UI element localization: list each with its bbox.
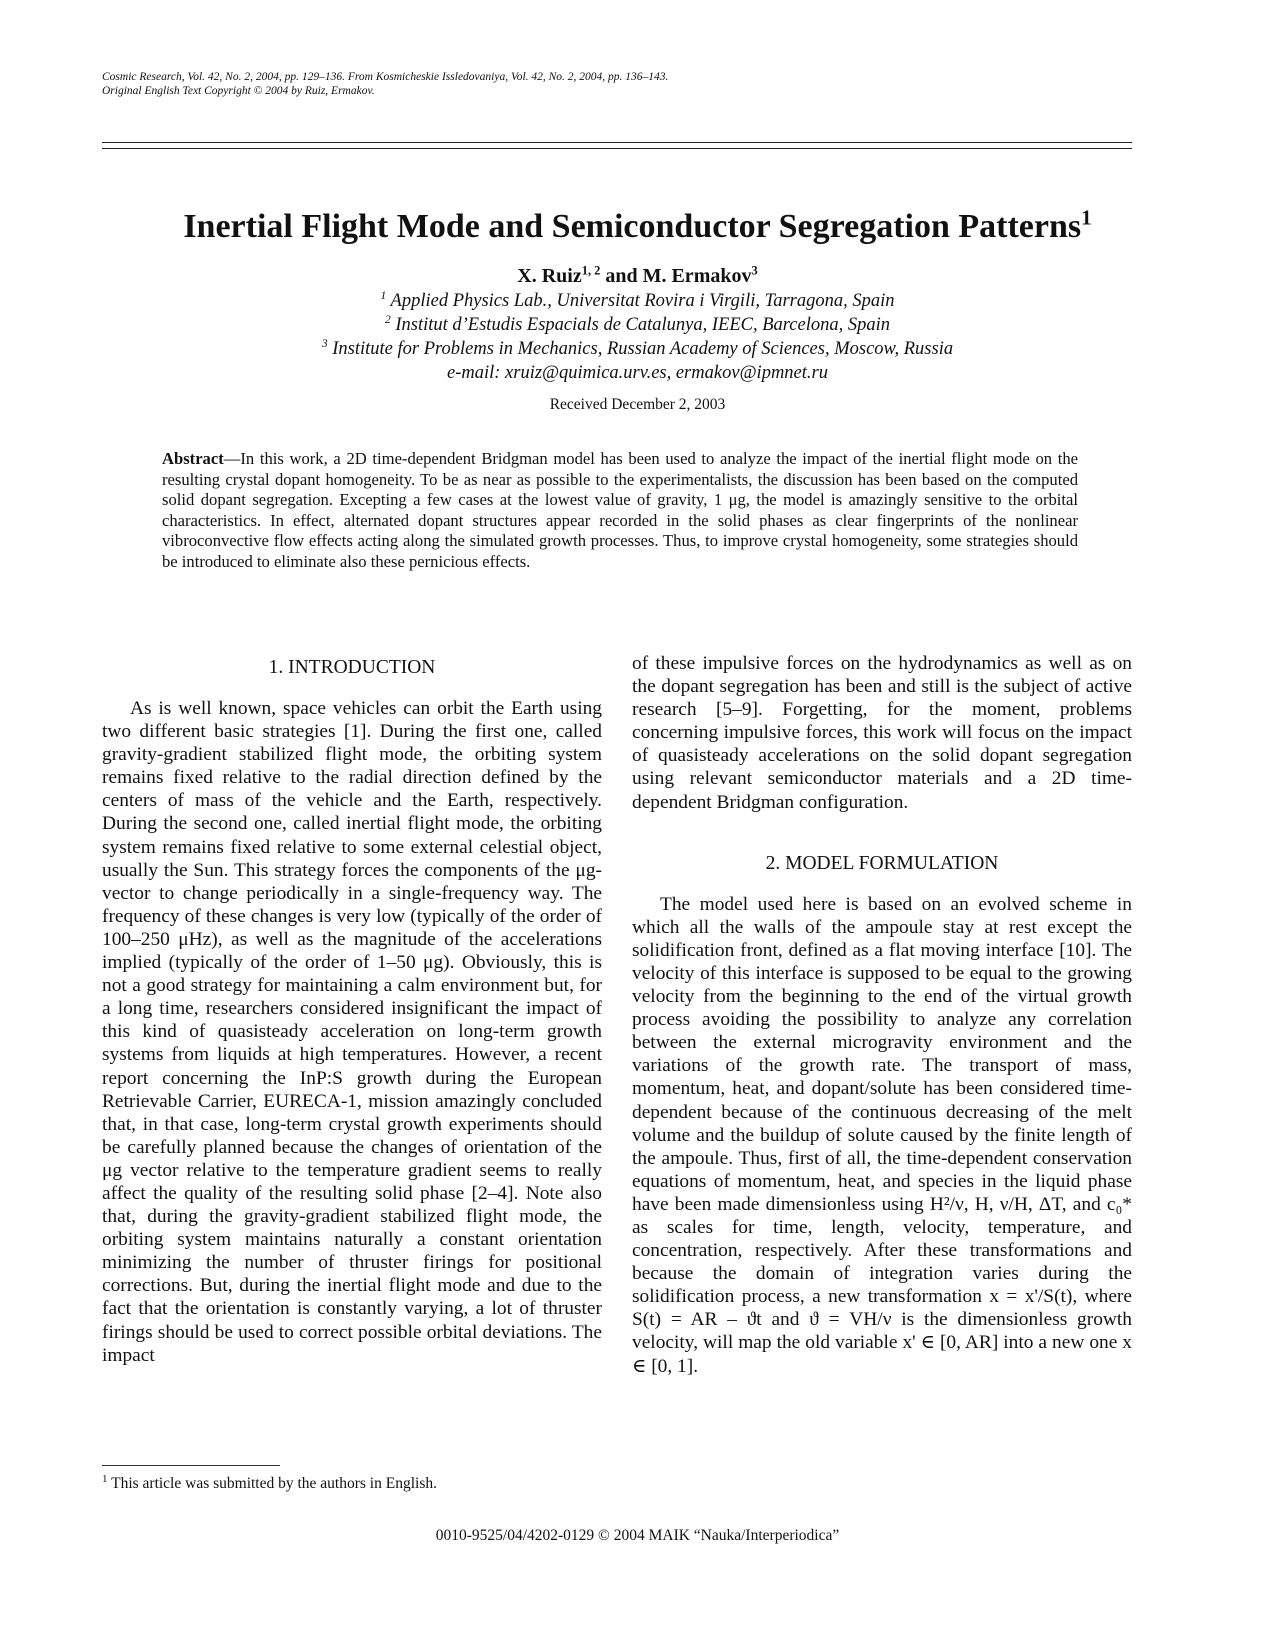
- author-line: [0, 264, 1275, 288]
- affiliation-1-mark: 1: [380, 289, 387, 302]
- affiliation-1: [0, 289, 1275, 313]
- section-heading-model-formulation: 2. MODEL FORMULATION: [765, 852, 999, 874]
- journal-citation-line: Cosmic Research, Vol. 42, No. 2, 2004, pp. 129–136. From Kosmicheskie Issledovaniya, Vol. 42, No. 2, 2004, pp. 136–143.: [102, 71, 669, 83]
- model-formulation-paragraph: The model used here is based on an evolved scheme in which all the walls of the ampoule stay at rest except the solidification front, defined as a flat moving interface [10]. The velocity of this interface is supposed to be equal to the growing velocity from the beginning to the end of the virtual growth process avoiding the possibility to analyze any correlation between the external microgravity environment and the variations of the growth rate. The transport of mass, momentum, heat, and dopant/solute has been considered time-dependent because of the continuous decreasing of the melt volume and the buildup of solute caused by the finite length of the ampoule. Thus, first of all, the time-dependent conservation equations of momentum, heat, and species in the liquid phase have been made dimensionless using H²/ν, H, ν/H, ΔT, and c₀* as scales for time, length, velocity, temperature, and concentration, respectively. After these transformations and because the domain of integration varies during the solidification process, a new transformation x = x'/S(t), where S(t) = AR – ϑt and ϑ = VH/ν is the dimensionless growth velocity, will map the old variable x' ∈ [0, AR] into a new one x ∈ [0, 1].: [632, 893, 1132, 1377]
- left-column: [102, 656, 602, 1367]
- author-ruiz-affil: 1, 2: [581, 263, 601, 278]
- introduction-paragraph-continued: of these impulsive forces on the hydrodynamics as well as on the dopant segregation has been and still is the subject of active research [5–9]. Forgetting, for the moment, problems concerning impulsive forces, this work will focus on the impact of quasisteady accelerations on the solid dopant segregation using relevant semiconductor materials and a 2D time-dependent Bridgman configuration.: [632, 653, 1132, 813]
- author-ruiz: X. Ruiz: [517, 265, 582, 287]
- author-ermakov: M. Ermakov: [642, 265, 752, 287]
- affiliation-3-mark: 3: [321, 337, 328, 350]
- affiliation-3: [0, 337, 1275, 361]
- header-rule-top: [102, 142, 1132, 143]
- title-footnote-mark: 1: [1081, 205, 1092, 230]
- footnote-rule: [102, 1465, 280, 1466]
- paper-title: [0, 207, 1275, 247]
- introduction-paragraph: As is well known, space vehicles can orbit the Earth using two different basic strategies [1]. During the first one, called gravity-gradient stabilized flight mode, the orbiting system remains fixed relative to the radial direction defined by the centers of mass of the vehicle and the Earth, respectively. During the second one, called inertial flight mode, the orbiting system remains fixed relative to some external celestial object, usually the Sun. This strategy forces the components of the μg-vector to change periodically in a single-frequency way. The frequency of these changes is very low (typically of the order of 100–250 μHz), as well as the magnitude of the accelerations implied (typically of the order of 1–50 μg). Obviously, this is not a good strategy for maintaining a calm environment but, for a long time, researchers considered insignificant the impact of this kind of quasisteady acceleration on long-term growth systems from liquids at high temperatures. However, a recent report concerning the InP:S growth during the European Retrievable Carrier, EURECA-1, mission amazingly concluded that, in that case, long-term crystal growth experiments should be carefully planned because the changes of orientation of the μg vector relative to the temperature gradient seems to really affect the quality of the resulting solid phase [2–4]. Note also that, during the gravity-gradient stabilized flight mode, the orbiting system maintains naturally a constant orientation minimizing the number of thruster firings for positional corrections. But, during the inertial flight mode and due to the fact that the orientation is constantly varying, a lot of thruster firings should be used to correct possible orbital deviations. The impact: [102, 698, 602, 1366]
- author-ermakov-affil: 3: [751, 263, 758, 278]
- affiliation-2-mark: 2: [384, 313, 391, 326]
- footnote: [102, 1474, 602, 1494]
- email-line: e-mail: xruiz@quimica.urv.es, ermakov@ipmnet.ru: [446, 363, 828, 383]
- section-heading-introduction: 1. INTRODUCTION: [268, 657, 436, 678]
- copyright-line: Original English Text Copyright © 2004 by Ruiz, Ermakov.: [102, 85, 375, 97]
- page-footer-issn: 0010-9525/04/4202-0129 © 2004 MAIK “Nauka/Interperiodica”: [435, 1527, 840, 1544]
- abstract: [162, 449, 1078, 572]
- affiliation-2: [0, 313, 1275, 337]
- footnote-mark: 1: [102, 1472, 108, 1485]
- header-rule-bottom: [102, 148, 1132, 149]
- paper-title-text: Inertial Flight Mode and Semiconductor Segregation Patterns: [183, 208, 1082, 245]
- received-date: Received December 2, 2003: [549, 396, 726, 413]
- affiliation-1-text: Applied Physics Lab., Universitat Rovira i Virgili, Tarragona, Spain: [386, 291, 895, 311]
- right-column: [632, 653, 1132, 1378]
- abstract-text: —In this work, a 2D time-dependent Bridgman model has been used to analyze the impact of the inertial flight mode on the resulting crystal dopant homogeneity. To be as near as possible to the experimentalists, the discussion has been based on the computed solid dopant segregation. Excepting a few cases at the lowest value of gravity, 1 μg, the model is amazingly sensitive to the orbital characteristics. In effect, alternated dopant structures appear recorded in the solid phases as clear fingerprints of the nonlinear vibroconvective flow effects acting along the simulated growth processes. Thus, to improve crystal homogeneity, some strategies should be introduced to eliminate also these pernicious effects.: [162, 449, 1078, 571]
- footnote-text: This article was submitted by the authors in English.: [107, 1475, 437, 1492]
- affiliation-2-text: Institut d’Estudis Espacials de Catalunya, IEEC, Barcelona, Spain: [390, 315, 891, 335]
- abstract-label: Abstract: [162, 449, 224, 468]
- journal-header: [102, 70, 1132, 98]
- author-conjunction: and: [600, 265, 643, 287]
- affiliation-3-text: Institute for Problems in Mechanics, Russian Academy of Sciences, Moscow, Russia: [327, 339, 954, 359]
